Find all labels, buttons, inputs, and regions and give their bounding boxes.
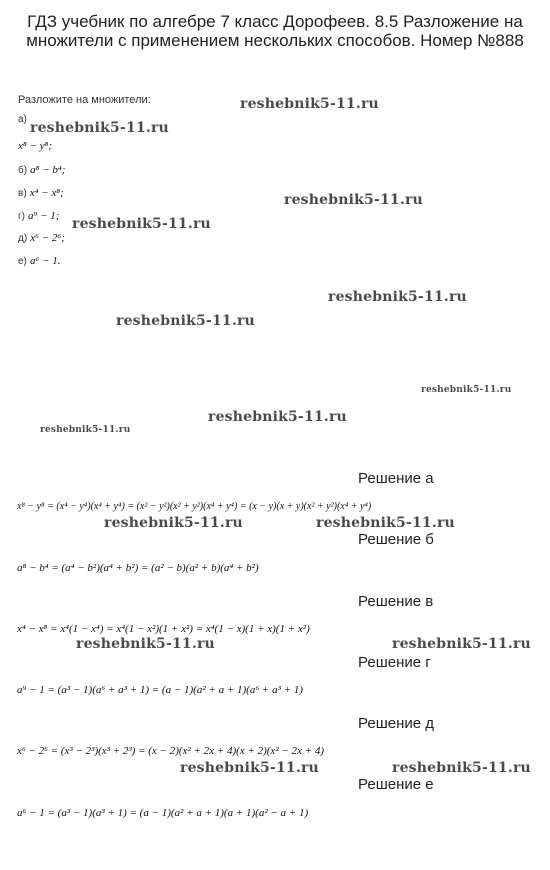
task-item-expr: a⁶ − 1.: [29, 255, 61, 267]
solution-equation: a⁶ − 1 = (a³ − 1)(a³ + 1) = (a − 1)(a² + a + 1)(a + 1)(a² − a + 1): [17, 807, 309, 819]
task-item-expr: a⁹ − 1;: [28, 210, 60, 222]
task-item-d: [18, 232, 65, 244]
task-item-g: [18, 210, 59, 222]
watermark: reshebnik5-11.ru: [392, 760, 531, 776]
task-item-label: е): [18, 256, 27, 267]
task-item-label: г): [18, 211, 25, 222]
watermark: reshebnik5-11.ru: [421, 385, 512, 395]
task-item-a-label: [18, 113, 27, 125]
watermark: reshebnik5-11.ru: [284, 192, 423, 208]
watermark: reshebnik5-11.ru: [208, 409, 347, 425]
task-item-expr: x⁶ − 2⁶;: [30, 232, 65, 244]
watermark: reshebnik5-11.ru: [76, 636, 215, 652]
solution-title: Решение в: [358, 593, 434, 610]
watermark: reshebnik5-11.ru: [30, 120, 169, 136]
task-item-v: [18, 187, 64, 199]
task-intro: Разложите на множители:: [18, 94, 151, 106]
task-item-label: в): [18, 188, 27, 199]
watermark: reshebnik5-11.ru: [104, 515, 243, 531]
solution-equation: a⁹ − 1 = (a³ − 1)(a⁶ + a³ + 1) = (a − 1)(a² + a + 1)(a⁶ + a³ + 1): [17, 684, 303, 696]
watermark: reshebnik5-11.ru: [40, 425, 131, 435]
watermark: reshebnik5-11.ru: [392, 636, 531, 652]
task-item-e: [18, 255, 60, 267]
task-item-label: а): [18, 114, 27, 125]
solution-equation: x⁴ − x⁸ = x⁴(1 − x⁴) = x⁴(1 − x²)(1 + x²) = x⁴(1 − x)(1 + x)(1 + x²): [17, 623, 310, 635]
task-item-expr: a⁸ − b⁴;: [30, 164, 66, 176]
task-item-b: [18, 164, 65, 176]
solution-equation: x⁶ − 2⁶ = (x³ − 2³)(x³ + 2³) = (x − 2)(x² + 2x + 4)(x + 2)(x² − 2x + 4): [17, 745, 324, 757]
task-item-label: б): [18, 165, 28, 176]
solution-equation: x⁸ − y⁸ = (x⁴ − y⁴)(x⁴ + y⁴) = (x² − y²)(x² + y²)(x⁴ + y⁴) = (x − y)(x + y)(x² + y²)(x⁴ + y⁴): [17, 501, 372, 512]
watermark: reshebnik5-11.ru: [240, 96, 379, 112]
task-item-expr: x⁸ − y⁸;: [18, 140, 52, 152]
solution-title: Решение д: [358, 715, 434, 732]
solution-title: Решение е: [358, 776, 434, 793]
watermark: reshebnik5-11.ru: [328, 289, 467, 305]
task-item-label: д): [18, 233, 28, 244]
solution-title: Решение б: [358, 531, 434, 548]
solution-title: Решение а: [358, 470, 434, 487]
solution-equation: a⁸ − b⁴ = (a⁴ − b²)(a⁴ + b²) = (a² − b)(a² + b)(a⁴ + b²): [17, 562, 259, 574]
task-item-expr: x⁴ − x⁸;: [29, 187, 64, 199]
watermark: reshebnik5-11.ru: [180, 760, 319, 776]
watermark: reshebnik5-11.ru: [316, 515, 455, 531]
page-title: ГДЗ учебник по алгебре 7 класс Дорофеев. 8.5 Разложение на множители с применением нескольких способов. Номер №888: [26, 12, 524, 50]
watermark: reshebnik5-11.ru: [116, 313, 255, 329]
watermark: reshebnik5-11.ru: [72, 216, 211, 232]
solution-title: Решение г: [358, 654, 431, 671]
